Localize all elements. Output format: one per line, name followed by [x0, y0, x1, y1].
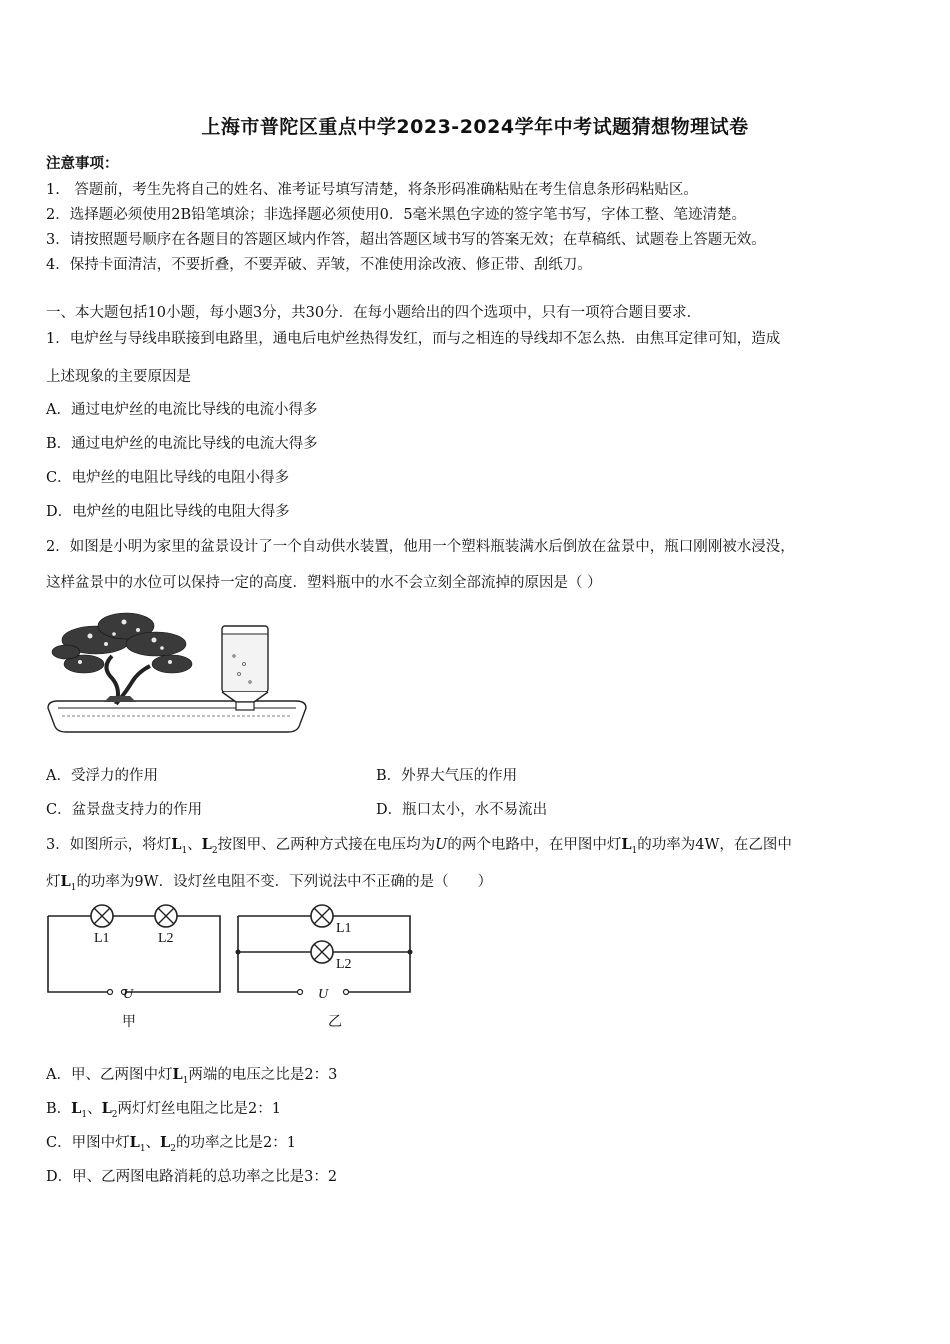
- circuit-b-source-label: U: [318, 987, 329, 1002]
- notice-item-4: 4．保持卡面清洁，不要折叠，不要弄破、弄皱，不准使用涂改液、修正带、刮纸刀。: [46, 257, 592, 273]
- q3-stem-line1: 3．如图所示，将灯$L_1$、$L_2$按图甲、乙两种方式接在电压均为U的两个电路中，在甲图中灯$L_1$的功率为4W，在乙图中: [46, 836, 792, 856]
- lamp-l1-icon: [311, 905, 333, 927]
- circuit-b-lamp1-label: L1: [336, 921, 352, 936]
- q2-option-b: B．外界大气压的作用: [376, 768, 518, 784]
- q3-option-d: D．甲、乙两图电路消耗的总功率之比是3：2: [46, 1169, 338, 1185]
- q3-option-b: B．$L_1$、$L_2$两灯灯丝电阻之比是2：1: [46, 1100, 281, 1120]
- circuit-series-figure: [44, 900, 230, 1032]
- notice-item-1: 1. 答题前，考生先将自己的姓名、准考证号填写清楚，将条形码准确粘贴在考生信息条形码粘贴区。: [46, 182, 698, 198]
- circuit-b-lamp2-label: L2: [336, 957, 352, 972]
- q2-option-a: A．受浮力的作用: [46, 768, 158, 784]
- q1-stem-line2: 上述现象的主要原因是: [46, 369, 191, 385]
- q1-stem-line1: 1．电炉丝与导线串联接到电路里，通电后电炉丝热得发红，而与之相连的导线却不怎么热．由焦耳定律可知，造成: [46, 331, 781, 347]
- q2-option-d: D．瓶口太小，水不易流出: [376, 802, 548, 818]
- circuit-a-lamp1-label: L1: [94, 931, 110, 946]
- circuit-parallel-figure: [234, 900, 420, 1032]
- q1-option-a: A．通过电炉丝的电流比导线的电流小得多: [46, 402, 318, 418]
- circuit-a-source-label: U: [123, 987, 134, 1002]
- notice-item-2: 2．选择题必须使用2B铅笔填涂；非选择题必须使用0．5毫米黑色字迹的签字笔书写，字体工整、笔迹清楚。: [46, 207, 747, 223]
- q3-option-a: A．甲、乙两图中灯$L_1$两端的电压之比是2：3: [46, 1066, 338, 1086]
- section-1-header: 一、本大题包括10小题，每小题3分，共30分．在每小题给出的四个选项中，只有一项符合题目要求．: [46, 305, 702, 321]
- circuit-b-caption: 乙: [328, 1015, 342, 1030]
- page-title: 上海市普陀区重点中学2023-2024学年中考试题猜想物理试卷: [201, 116, 749, 138]
- notice-item-3: 3．请按照题号顺序在各题目的答题区域内作答，超出答题区域书写的答案无效；在草稿纸、试题卷上答题无效。: [46, 232, 766, 248]
- lamp-l2-icon: [311, 941, 333, 963]
- notice-heading: 注意事项：: [46, 155, 119, 172]
- q3-stem-line2: 灯$L_1$的功率为9W．设灯丝电阻不变．下列说法中不正确的是（ ）: [46, 873, 493, 893]
- q1-option-b: B．通过电炉丝的电流比导线的电流大得多: [46, 436, 318, 452]
- circuit-a-lamp2-label: L2: [158, 931, 174, 946]
- q2-stem-line2: 这样盆景中的水位可以保持一定的高度．塑料瓶中的水不会立刻全部流掉的原因是（ ）: [46, 575, 602, 591]
- bonsai-water-bottle-figure: [44, 604, 310, 742]
- q1-option-d: D．电炉丝的电阻比导线的电阻大得多: [46, 504, 290, 520]
- q3-option-c: C．甲图中灯$L_1$、$L_2$的功率之比是2：1: [46, 1134, 296, 1154]
- q2-stem-line1: 2．如图是小明为家里的盆景设计了一个自动供水装置，他用一个塑料瓶装满水后倒放在盆景中，瓶口刚刚被水浸没，: [46, 539, 795, 555]
- lamp-l1-icon: [91, 905, 113, 927]
- q2-option-c: C．盆景盘支持力的作用: [46, 802, 203, 818]
- q1-option-c: C．电炉丝的电阻比导线的电阻小得多: [46, 470, 290, 486]
- lamp-l2-icon: [155, 905, 177, 927]
- circuit-a-caption: 甲: [122, 1015, 136, 1030]
